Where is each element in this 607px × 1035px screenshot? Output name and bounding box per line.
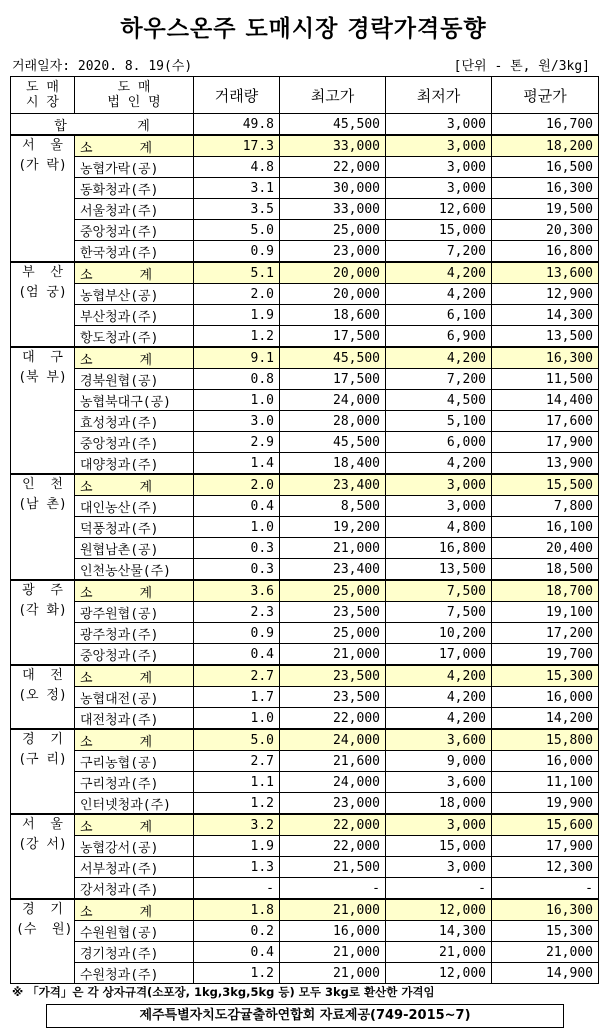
max-price-cell: 25,000	[280, 220, 386, 241]
subtotal-row	[11, 814, 599, 836]
avg-price-cell: 16,300	[492, 347, 599, 369]
market-name: 부 산	[22, 265, 63, 280]
corp-name: 농협부산(공)	[75, 284, 194, 305]
min-price-cell: -	[386, 878, 492, 900]
max-price-cell: 45,500	[280, 432, 386, 453]
market-district: (북 부)	[18, 370, 67, 385]
volume-cell: 0.2	[194, 921, 280, 942]
corp-name: 경기청과(주)	[75, 942, 194, 963]
volume-cell: 0.3	[194, 559, 280, 581]
min-price-cell: 14,300	[386, 921, 492, 942]
table-row	[11, 517, 599, 538]
table-row	[11, 284, 599, 305]
market-district: (가 락)	[18, 158, 67, 173]
min-price-cell: 7,200	[386, 241, 492, 263]
max-price-cell: 22,000	[280, 708, 386, 730]
max-price-cell: 23,000	[280, 793, 386, 815]
volume-cell: 5.0	[194, 729, 280, 751]
avg-price-cell: 16,800	[492, 241, 599, 263]
volume-cell: 0.4	[194, 942, 280, 963]
market-district: (강 서)	[18, 837, 67, 852]
corp-name: 동화청과(주)	[75, 178, 194, 199]
corp-name: 원협남촌(공)	[75, 538, 194, 559]
max-price-cell: 18,600	[280, 305, 386, 326]
corp-name: 소 계	[75, 135, 194, 157]
min-price-cell: 4,800	[386, 517, 492, 538]
table-row	[11, 496, 599, 517]
avg-price-cell: 17,600	[492, 411, 599, 432]
min-price-cell: 7,500	[386, 602, 492, 623]
min-price-cell: 4,200	[386, 284, 492, 305]
min-price-cell: 16,800	[386, 538, 492, 559]
min-price-cell: 4,200	[386, 453, 492, 475]
volume-cell: 1.2	[194, 963, 280, 984]
avg-price-cell: 21,000	[492, 942, 599, 963]
header-market	[11, 77, 75, 114]
avg-price-cell: 15,600	[492, 814, 599, 836]
table-row	[11, 921, 599, 942]
market-cell	[11, 580, 75, 665]
table-row	[11, 644, 599, 666]
corp-name: 농협북대구(공)	[75, 390, 194, 411]
market-district: (수 원)	[16, 922, 73, 937]
max-price-cell: 24,000	[280, 729, 386, 751]
volume-cell: 5.0	[194, 220, 280, 241]
subtotal-row	[11, 729, 599, 751]
max-price-cell: 20,000	[280, 284, 386, 305]
table-row	[11, 538, 599, 559]
avg-price-cell: 16,000	[492, 751, 599, 772]
volume-cell: 9.1	[194, 347, 280, 369]
min-price-cell: 4,200	[386, 262, 492, 284]
corp-name: 대인농산(주)	[75, 496, 194, 517]
table-row	[11, 602, 599, 623]
max-price-cell: 21,000	[280, 963, 386, 984]
avg-price-cell: 11,500	[492, 369, 599, 390]
table-row	[11, 199, 599, 220]
avg-price-cell: 17,900	[492, 432, 599, 453]
avg-price-cell: 12,900	[492, 284, 599, 305]
table-row	[11, 305, 599, 326]
max-price-cell: 21,000	[280, 899, 386, 921]
total-row	[11, 114, 599, 136]
volume-cell: 3.1	[194, 178, 280, 199]
max-price-cell: 25,000	[280, 623, 386, 644]
page-title: 하우스온주 도매시장 경락가격동향	[120, 16, 487, 42]
volume-cell: 17.3	[194, 135, 280, 157]
corp-name: 대전청과(주)	[75, 708, 194, 730]
max-price-cell: 23,500	[280, 665, 386, 687]
max-price-cell: 21,000	[280, 538, 386, 559]
corp-name: 소 계	[75, 262, 194, 284]
volume-cell: 1.7	[194, 687, 280, 708]
table-row	[11, 963, 599, 984]
corp-name: 소 계	[75, 347, 194, 369]
volume-cell: 0.4	[194, 644, 280, 666]
min-price-cell: 3,000	[386, 814, 492, 836]
min-price-cell: 4,200	[386, 347, 492, 369]
market-cell	[11, 814, 75, 899]
market-name: 대 전	[22, 668, 63, 683]
corp-name: 덕풍청과(주)	[75, 517, 194, 538]
subtotal-row	[11, 347, 599, 369]
corp-name: 소 계	[75, 665, 194, 687]
avg-price-cell: 13,600	[492, 262, 599, 284]
subtotal-row	[11, 665, 599, 687]
avg-price-cell: 12,300	[492, 857, 599, 878]
subtotal-row	[11, 580, 599, 602]
volume-cell: 1.0	[194, 517, 280, 538]
market-cell	[11, 347, 75, 474]
corp-name: 경북원협(공)	[75, 369, 194, 390]
table-row	[11, 751, 599, 772]
volume-cell: 0.8	[194, 369, 280, 390]
total-avg: 16,700	[492, 114, 599, 136]
corp-name: 강서청과(주)	[75, 878, 194, 900]
table-row	[11, 857, 599, 878]
min-price-cell: 21,000	[386, 942, 492, 963]
min-price-cell: 5,100	[386, 411, 492, 432]
corp-name: 서부청과(주)	[75, 857, 194, 878]
table-row	[11, 942, 599, 963]
max-price-cell: 33,000	[280, 135, 386, 157]
avg-price-cell: 19,900	[492, 793, 599, 815]
max-price-cell: 22,000	[280, 836, 386, 857]
market-district: (오 정)	[18, 688, 67, 703]
volume-cell: 2.0	[194, 284, 280, 305]
table-row	[11, 708, 599, 730]
max-price-cell: 33,000	[280, 199, 386, 220]
header-max: 최고가	[280, 77, 386, 114]
volume-cell: 1.1	[194, 772, 280, 793]
volume-cell: 1.2	[194, 326, 280, 348]
table-row	[11, 772, 599, 793]
max-price-cell: 8,500	[280, 496, 386, 517]
corp-name: 수원원협(공)	[75, 921, 194, 942]
table-row	[11, 559, 599, 581]
volume-cell: 1.9	[194, 305, 280, 326]
volume-cell: 1.8	[194, 899, 280, 921]
avg-price-cell: 15,500	[492, 474, 599, 496]
avg-price-cell: 17,200	[492, 623, 599, 644]
corp-name: 농협가락(공)	[75, 157, 194, 178]
avg-price-cell: 16,500	[492, 157, 599, 178]
corp-name: 소 계	[75, 580, 194, 602]
table-body	[11, 114, 599, 984]
min-price-cell: 3,000	[386, 178, 492, 199]
subtotal-row	[11, 262, 599, 284]
avg-price-cell: 13,900	[492, 453, 599, 475]
avg-price-cell: 11,100	[492, 772, 599, 793]
market-district: (각 화)	[18, 603, 67, 618]
source-credit: 제주특별자치도감귤출하연합회 자료제공(749-2015~7)	[46, 1004, 564, 1028]
max-price-cell: 22,000	[280, 814, 386, 836]
min-price-cell: 12,000	[386, 963, 492, 984]
avg-price-cell: 20,400	[492, 538, 599, 559]
min-price-cell: 3,600	[386, 772, 492, 793]
corp-name: 구리청과(주)	[75, 772, 194, 793]
volume-cell: 4.8	[194, 157, 280, 178]
avg-price-cell: 20,300	[492, 220, 599, 241]
max-price-cell: 21,500	[280, 857, 386, 878]
table-row	[11, 432, 599, 453]
min-price-cell: 4,200	[386, 687, 492, 708]
max-price-cell: 23,000	[280, 241, 386, 263]
total-volume: 49.8	[194, 114, 280, 136]
market-name: 대 구	[22, 350, 63, 365]
subtotal-row	[11, 899, 599, 921]
volume-cell: 1.2	[194, 793, 280, 815]
min-price-cell: 12,000	[386, 899, 492, 921]
table-row	[11, 836, 599, 857]
avg-price-cell: 16,300	[492, 178, 599, 199]
header-min: 최저가	[386, 77, 492, 114]
corp-name: 한국청과(주)	[75, 241, 194, 263]
avg-price-cell: 16,100	[492, 517, 599, 538]
table-row	[11, 411, 599, 432]
min-price-cell: 3,000	[386, 496, 492, 517]
avg-price-cell: 19,100	[492, 602, 599, 623]
min-price-cell: 17,000	[386, 644, 492, 666]
max-price-cell: 28,000	[280, 411, 386, 432]
min-price-cell: 3,000	[386, 474, 492, 496]
min-price-cell: 6,100	[386, 305, 492, 326]
min-price-cell: 15,000	[386, 220, 492, 241]
trade-date: 거래일자: 2020. 8. 19(수)	[12, 59, 193, 74]
max-price-cell: 17,500	[280, 369, 386, 390]
max-price-cell: 23,500	[280, 602, 386, 623]
avg-price-cell: -	[492, 878, 599, 900]
min-price-cell: 3,600	[386, 729, 492, 751]
max-price-cell: 23,400	[280, 559, 386, 581]
volume-cell: -	[194, 878, 280, 900]
volume-cell: 2.7	[194, 665, 280, 687]
corp-name: 소 계	[75, 474, 194, 496]
table-row	[11, 220, 599, 241]
max-price-cell: 16,000	[280, 921, 386, 942]
avg-price-cell: 19,700	[492, 644, 599, 666]
max-price-cell: 25,000	[280, 580, 386, 602]
avg-price-cell: 18,500	[492, 559, 599, 581]
header-corp-line2: 법 인 명	[107, 95, 161, 110]
table-row	[11, 241, 599, 263]
market-cell	[11, 474, 75, 580]
corp-name: 인터넷청과(주)	[75, 793, 194, 815]
volume-cell: 3.2	[194, 814, 280, 836]
corp-name: 부산청과(주)	[75, 305, 194, 326]
avg-price-cell: 14,300	[492, 305, 599, 326]
avg-price-cell: 18,200	[492, 135, 599, 157]
min-price-cell: 7,200	[386, 369, 492, 390]
market-district: (엄 궁)	[18, 285, 67, 300]
market-cell	[11, 262, 75, 347]
market-name: 서 울	[22, 817, 63, 832]
max-price-cell: 19,200	[280, 517, 386, 538]
max-price-cell: 17,500	[280, 326, 386, 348]
table-row	[11, 687, 599, 708]
max-price-cell: 22,000	[280, 157, 386, 178]
volume-cell: 3.5	[194, 199, 280, 220]
min-price-cell: 12,600	[386, 199, 492, 220]
market-district: (남 촌)	[18, 497, 67, 512]
market-name: 경 기	[22, 732, 63, 747]
min-price-cell: 6,900	[386, 326, 492, 348]
volume-cell: 0.4	[194, 496, 280, 517]
corp-name: 효성청과(주)	[75, 411, 194, 432]
volume-cell: 2.7	[194, 751, 280, 772]
volume-cell: 5.1	[194, 262, 280, 284]
max-price-cell: 18,400	[280, 453, 386, 475]
min-price-cell: 7,500	[386, 580, 492, 602]
unit-label: [단위 - 톤, 원/3kg]	[453, 59, 590, 74]
corp-name: 광주청과(주)	[75, 623, 194, 644]
max-price-cell: 30,000	[280, 178, 386, 199]
max-price-cell: 45,500	[280, 347, 386, 369]
avg-price-cell: 15,300	[492, 921, 599, 942]
table-row	[11, 878, 599, 900]
header-market-line2: 시 장	[26, 95, 59, 110]
header-corp	[75, 77, 194, 114]
corp-name: 중앙청과(주)	[75, 432, 194, 453]
min-price-cell: 4,200	[386, 665, 492, 687]
volume-cell: 3.6	[194, 580, 280, 602]
market-cell	[11, 135, 75, 262]
min-price-cell: 6,000	[386, 432, 492, 453]
max-price-cell: 23,400	[280, 474, 386, 496]
table-row	[11, 623, 599, 644]
corp-name: 농협대전(공)	[75, 687, 194, 708]
market-cell	[11, 729, 75, 814]
volume-cell: 1.0	[194, 708, 280, 730]
max-price-cell: 21,000	[280, 644, 386, 666]
corp-name: 중앙청과(주)	[75, 644, 194, 666]
table-row	[11, 390, 599, 411]
market-name: 서 울	[22, 138, 63, 153]
market-name: 광 주	[22, 583, 63, 598]
table-row	[11, 453, 599, 475]
max-price-cell: 21,600	[280, 751, 386, 772]
volume-cell: 1.3	[194, 857, 280, 878]
avg-price-cell: 18,700	[492, 580, 599, 602]
corp-name: 서울청과(주)	[75, 199, 194, 220]
avg-price-cell: 16,300	[492, 899, 599, 921]
volume-cell: 1.4	[194, 453, 280, 475]
market-district: (구 리)	[18, 752, 67, 767]
avg-price-cell: 7,800	[492, 496, 599, 517]
avg-price-cell: 14,400	[492, 390, 599, 411]
subtotal-row	[11, 135, 599, 157]
table-header-row	[11, 77, 599, 114]
volume-cell: 0.9	[194, 241, 280, 263]
min-price-cell: 15,000	[386, 836, 492, 857]
avg-price-cell: 15,300	[492, 665, 599, 687]
volume-cell: 1.9	[194, 836, 280, 857]
volume-cell: 0.3	[194, 538, 280, 559]
volume-cell: 2.0	[194, 474, 280, 496]
corp-name: 소 계	[75, 814, 194, 836]
max-price-cell: 21,000	[280, 942, 386, 963]
price-table	[10, 76, 599, 984]
corp-name: 소 계	[75, 899, 194, 921]
volume-cell: 2.9	[194, 432, 280, 453]
min-price-cell: 18,000	[386, 793, 492, 815]
table-row	[11, 178, 599, 199]
avg-price-cell: 16,000	[492, 687, 599, 708]
corp-name: 인천농산물(주)	[75, 559, 194, 581]
table-row	[11, 793, 599, 815]
corp-name: 농협강서(공)	[75, 836, 194, 857]
header-avg: 평균가	[492, 77, 599, 114]
corp-name: 중앙청과(주)	[75, 220, 194, 241]
max-price-cell: -	[280, 878, 386, 900]
avg-price-cell: 14,900	[492, 963, 599, 984]
volume-cell: 0.9	[194, 623, 280, 644]
min-price-cell: 4,500	[386, 390, 492, 411]
min-price-cell: 13,500	[386, 559, 492, 581]
market-cell	[11, 899, 75, 984]
min-price-cell: 3,000	[386, 857, 492, 878]
total-max: 45,500	[280, 114, 386, 136]
avg-price-cell: 14,200	[492, 708, 599, 730]
min-price-cell: 10,200	[386, 623, 492, 644]
corp-name: 소 계	[75, 729, 194, 751]
table-row	[11, 157, 599, 178]
total-label: 합 계	[11, 114, 194, 136]
market-name: 경 기	[22, 902, 63, 917]
corp-name: 항도청과(주)	[75, 326, 194, 348]
max-price-cell: 24,000	[280, 390, 386, 411]
total-min: 3,000	[386, 114, 492, 136]
table-row	[11, 326, 599, 348]
max-price-cell: 20,000	[280, 262, 386, 284]
min-price-cell: 9,000	[386, 751, 492, 772]
max-price-cell: 24,000	[280, 772, 386, 793]
header-corp-line1: 도 매	[117, 80, 151, 95]
avg-price-cell: 17,900	[492, 836, 599, 857]
footnote: ※ 「가격」은 각 상자규격(소포장, 1kg,3kg,5kg 등) 모두 3kg로 환산한 가격임	[12, 985, 435, 999]
corp-name: 구리농협(공)	[75, 751, 194, 772]
subtotal-row	[11, 474, 599, 496]
corp-name: 광주원협(공)	[75, 602, 194, 623]
table-row	[11, 369, 599, 390]
avg-price-cell: 15,800	[492, 729, 599, 751]
market-name: 인 천	[22, 477, 63, 492]
volume-cell: 1.0	[194, 390, 280, 411]
max-price-cell: 23,500	[280, 687, 386, 708]
avg-price-cell: 19,500	[492, 199, 599, 220]
header-volume: 거래량	[194, 77, 280, 114]
min-price-cell: 3,000	[386, 157, 492, 178]
volume-cell: 2.3	[194, 602, 280, 623]
min-price-cell: 3,000	[386, 135, 492, 157]
min-price-cell: 4,200	[386, 708, 492, 730]
corp-name: 수원청과(주)	[75, 963, 194, 984]
avg-price-cell: 13,500	[492, 326, 599, 348]
volume-cell: 3.0	[194, 411, 280, 432]
market-cell	[11, 665, 75, 729]
header-market-line1: 도 매	[26, 80, 59, 95]
corp-name: 대양청과(주)	[75, 453, 194, 475]
